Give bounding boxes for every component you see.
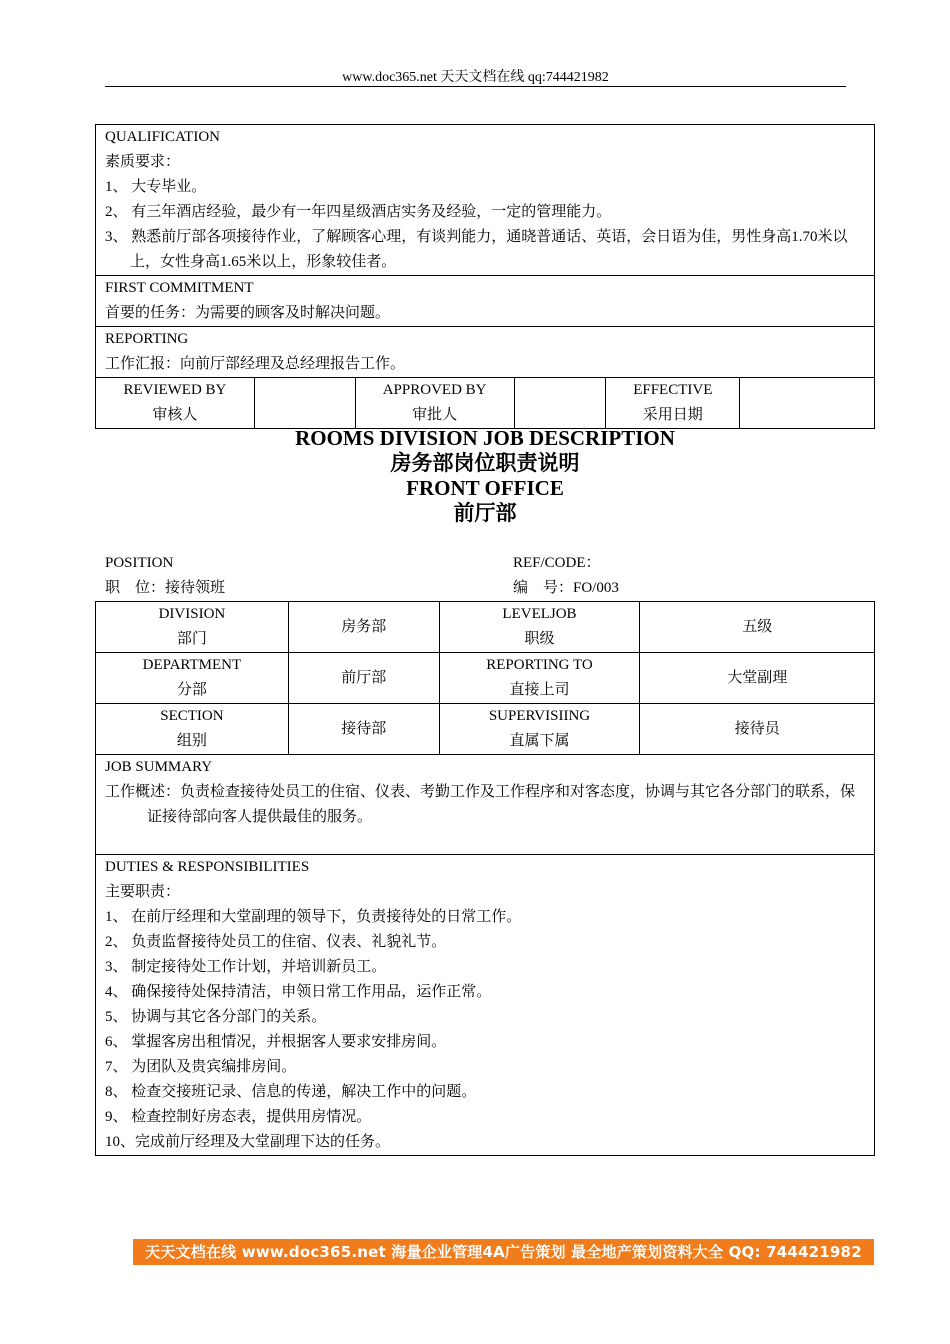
- reviewed-by-value: [254, 378, 355, 429]
- section-label: SECTION 组别: [96, 704, 289, 755]
- duties-section: [96, 855, 875, 1156]
- title-cn: 房务部岗位职责说明: [390, 451, 580, 475]
- table-row: [96, 704, 875, 755]
- division-value: 房务部: [288, 602, 439, 653]
- table-row: [96, 653, 875, 704]
- list-item: 2、 负责监督接待处员工的住宿、仪表、礼貌礼节。: [105, 934, 447, 950]
- table-row: [96, 602, 875, 653]
- section-title: QUALIFICATION: [105, 129, 220, 145]
- job-info-table: [95, 601, 875, 1156]
- reporting-to-value: 大堂副理: [640, 653, 875, 704]
- position-value: 职 位：接待领班: [105, 580, 226, 596]
- list-item: 10、完成前厅经理及大堂副理下达的任务。: [105, 1134, 391, 1150]
- section-title: DUTIES & RESPONSIBILITIES: [105, 859, 310, 875]
- ref-code-value: 编 号：FO/003: [513, 580, 619, 596]
- supervising-label: SUPERVISIING 直属下属: [439, 704, 640, 755]
- position-label: POSITION: [105, 555, 174, 571]
- reporting-section: [96, 327, 875, 378]
- effective-label: EFFECTIVE 采用日期: [606, 378, 740, 429]
- page-header: www.doc365.net 天天文档在线 qq:744421982: [342, 70, 609, 85]
- job-summary-section: [96, 755, 875, 855]
- list-item: 7、 为团队及贵宾编排房间。: [105, 1059, 297, 1075]
- ref-code-label: REF/CODE：: [513, 555, 601, 571]
- title-en: ROOMS DIVISION JOB DESCRIPTION: [295, 426, 675, 450]
- section-subtitle: 素质要求：: [105, 154, 181, 170]
- first-commitment-section: [96, 276, 875, 327]
- reviewed-by-label: REVIEWED BY 审核人: [96, 378, 255, 429]
- section-value: 接待部: [288, 704, 439, 755]
- effective-value: [740, 378, 875, 429]
- list-item: 5、 协调与其它各分部门的关系。: [105, 1009, 327, 1025]
- qualification-section: [96, 125, 875, 276]
- section-subtitle: 主要职责：: [105, 884, 181, 900]
- supervising-value: 接待员: [640, 704, 875, 755]
- list-item: 1、 大专毕业。: [105, 179, 207, 195]
- subtitle-cn: 前厅部: [453, 501, 517, 525]
- section-text: 首要的任务：为需要的顾客及时解决问题。: [105, 305, 391, 321]
- list-item: 9、 检查控制好房态表，提供用房情况。: [105, 1109, 372, 1125]
- qualification-table: [95, 124, 875, 429]
- header-divider: [105, 86, 846, 87]
- section-title: REPORTING: [105, 331, 189, 347]
- list-item: 3、 熟悉前厅部各项接待作业，了解顾客心理，有谈判能力，通晓普通话、英语，会日语为佳，男性身高1.70米以上，女性身高1.65米以上，形象较佳者。: [105, 229, 848, 270]
- list-item: 6、 掌握客房出租情况，并根据客人要求安排房间。: [105, 1034, 447, 1050]
- level-value: 五级: [640, 602, 875, 653]
- section-text: 工作概述：负责检查接待处员工的住宿、仪表、考勤工作及工作程序和对客态度，协调与其它各分部门的联系，保证接待部向客人提供最佳的服务。: [105, 784, 856, 825]
- approved-by-value: [514, 378, 606, 429]
- list-item: 8、 检查交接班记录、信息的传递，解决工作中的问题。: [105, 1084, 477, 1100]
- section-title: JOB SUMMARY: [105, 759, 213, 775]
- division-label: DIVISION 部门: [96, 602, 289, 653]
- footer-ad-banner[interactable]: 天天文档在线 www.doc365.net 海量企业管理4A广告策划 最全地产策划资料大全 QQ: 744421982: [133, 1239, 874, 1265]
- list-item: 1、 在前厅经理和大堂副理的领导下，负责接待处的日常工作。: [105, 909, 522, 925]
- position-block: [105, 551, 875, 601]
- department-label: DEPARTMENT 分部: [96, 653, 289, 704]
- subtitle-en: FRONT OFFICE: [406, 476, 564, 500]
- section-text: 工作汇报：向前厅部经理及总经理报告工作。: [105, 356, 406, 372]
- list-item: 4、 确保接待处保持清洁，申领日常工作用品，运作正常。: [105, 984, 492, 1000]
- list-item: 3、 制定接待处工作计划，并培训新员工。: [105, 959, 387, 975]
- level-label: LEVELJOB 职级: [439, 602, 640, 653]
- document-title-block: [95, 426, 875, 526]
- reporting-to-label: REPORTING TO 直接上司: [439, 653, 640, 704]
- department-value: 前厅部: [288, 653, 439, 704]
- list-item: 2、 有三年酒店经验，最少有一年四星级酒店实务及经验，一定的管理能力。: [105, 204, 612, 220]
- approved-by-label: APPROVED BY 审批人: [355, 378, 514, 429]
- section-title: FIRST COMMITMENT: [105, 280, 254, 296]
